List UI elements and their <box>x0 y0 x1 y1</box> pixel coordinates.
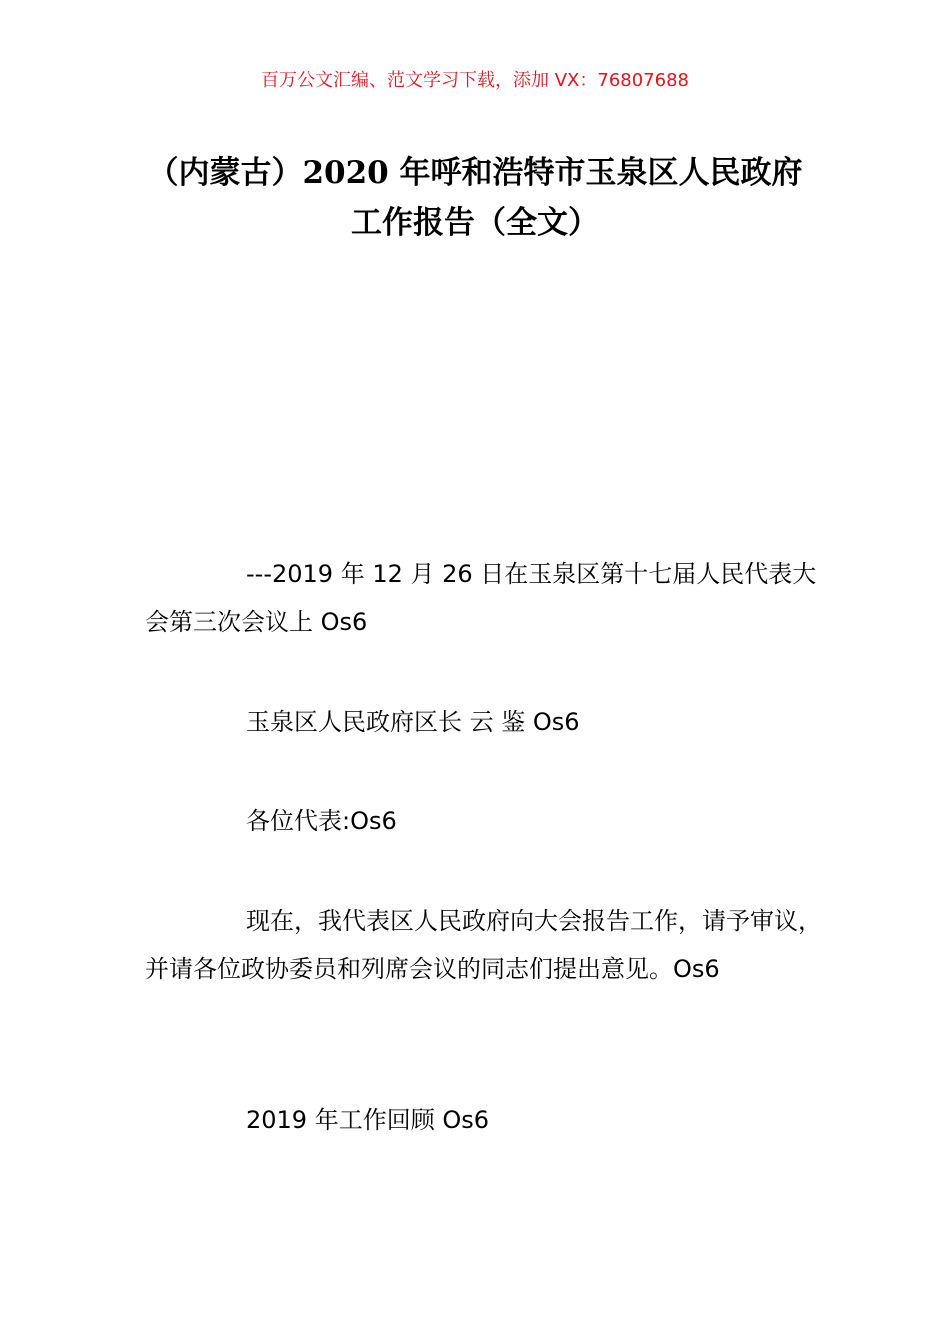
opening-paragraph: 现在，我代表区人民政府向大会报告工作，请予审议，并请各位政协委员和列席会议的同志们提出意见。Os6 <box>145 907 822 983</box>
section-heading-2019-review: 2019 年工作回顾 Os6 <box>246 1106 489 1134</box>
header-banner: 百万公文汇编、范文学习下载，添加 VX：76807688 <box>261 70 689 91</box>
document-title: （内蒙古）2020 年呼和浩特市玉泉区人民政府工作报告（全文） <box>147 155 803 241</box>
salutation-line: 各位代表:Os6 <box>246 807 397 835</box>
speaker-line: 玉泉区人民政府区长 云 鉴 Os6 <box>246 708 580 736</box>
meeting-info-paragraph: ---2019 年 12 月 26 日在玉泉区第十七届人民代表大会第三次会议上 Os6 <box>145 560 817 636</box>
